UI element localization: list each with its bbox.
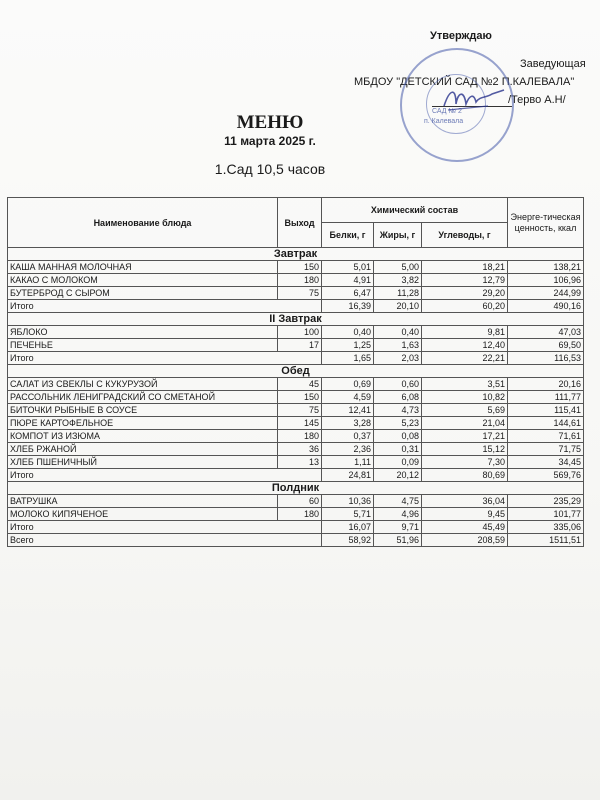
dish-protein: 0,40: [322, 326, 374, 339]
dish-carbs: 17,21: [422, 430, 508, 443]
dish-protein: 1,11: [322, 456, 374, 469]
dish-fat: 5,23: [374, 417, 422, 430]
approver-organization: МБДОУ "ДЕТСКИЙ САД №2 П.КАЛЕВАЛА": [354, 76, 575, 88]
dish-yield: 75: [278, 287, 322, 300]
dish-fat: 5,00: [374, 261, 422, 274]
dish-fat: 6,08: [374, 391, 422, 404]
table-row: [8, 404, 584, 417]
dish-yield: 100: [278, 326, 322, 339]
group-label: 1.Сад 10,5 часов: [214, 161, 326, 177]
section-header-row: [8, 365, 584, 378]
total-label: Итого: [8, 521, 322, 534]
header-chem: Химический состав: [322, 198, 508, 223]
dish-fat: 3,82: [374, 274, 422, 287]
dish-yield: 13: [278, 456, 322, 469]
total-label: Итого: [8, 469, 322, 482]
dish-yield: 150: [278, 391, 322, 404]
total-fat: 2,03: [374, 352, 422, 365]
dish-fat: 11,28: [374, 287, 422, 300]
dish-name: ЯБЛОКО: [8, 326, 278, 339]
total-carbs: 22,21: [422, 352, 508, 365]
dish-yield: 180: [278, 508, 322, 521]
dish-energy: 115,41: [508, 404, 584, 417]
dish-energy: 244,99: [508, 287, 584, 300]
dish-protein: 2,36: [322, 443, 374, 456]
section-total-row: [8, 300, 584, 313]
dish-protein: 3,28: [322, 417, 374, 430]
grand-total-carbs: 208,59: [422, 534, 508, 547]
dish-energy: 69,50: [508, 339, 584, 352]
dish-carbs: 21,04: [422, 417, 508, 430]
dish-energy: 20,16: [508, 378, 584, 391]
stamp-text: САД № 2: [432, 108, 462, 115]
handwritten-signature: [440, 84, 510, 114]
total-label: Итого: [8, 352, 322, 365]
dish-carbs: 36,04: [422, 495, 508, 508]
dish-energy: 144,61: [508, 417, 584, 430]
dish-carbs: 10,82: [422, 391, 508, 404]
dish-fat: 1,63: [374, 339, 422, 352]
grand-total-fat: 51,96: [374, 534, 422, 547]
table-row: [8, 430, 584, 443]
dish-fat: 0,31: [374, 443, 422, 456]
total-fat: 20,10: [374, 300, 422, 313]
total-protein: 16,07: [322, 521, 374, 534]
grand-total-protein: 58,92: [322, 534, 374, 547]
page-title: МЕНЮ: [236, 112, 304, 133]
header-carbs: Углеводы, г: [422, 223, 508, 248]
dish-fat: 0,09: [374, 456, 422, 469]
table-row: [8, 261, 584, 274]
approver-name: /Терво А.Н/: [508, 94, 566, 106]
total-energy: 569,76: [508, 469, 584, 482]
dish-energy: 101,77: [508, 508, 584, 521]
total-carbs: 60,20: [422, 300, 508, 313]
dish-energy: 47,03: [508, 326, 584, 339]
table-row: [8, 495, 584, 508]
total-carbs: 80,69: [422, 469, 508, 482]
dish-fat: 0,08: [374, 430, 422, 443]
header-fat: Жиры, г: [374, 223, 422, 248]
stamp-text: п. Калевала: [424, 118, 464, 125]
dish-name: КОМПОТ ИЗ ИЗЮМА: [8, 430, 278, 443]
table-row: [8, 391, 584, 404]
section-title: Обед: [8, 365, 584, 378]
dish-name: ПЮРЕ КАРТОФЕЛЬНОЕ: [8, 417, 278, 430]
total-protein: 16,39: [322, 300, 374, 313]
table-row: [8, 417, 584, 430]
grand-total-label: Всего: [8, 534, 322, 547]
section-title: Полдник: [8, 482, 584, 495]
approver-position: Заведующая: [520, 58, 586, 70]
dish-carbs: 9,81: [422, 326, 508, 339]
total-energy: 335,06: [508, 521, 584, 534]
total-protein: 1,65: [322, 352, 374, 365]
dish-carbs: 3,51: [422, 378, 508, 391]
dish-yield: 45: [278, 378, 322, 391]
dish-carbs: 5,69: [422, 404, 508, 417]
dish-name: ХЛЕБ РЖАНОЙ: [8, 443, 278, 456]
table-row: [8, 378, 584, 391]
header-dish-name: Наименование блюда: [8, 198, 278, 248]
dish-name: ХЛЕБ ПШЕНИЧНЫЙ: [8, 456, 278, 469]
dish-protein: 5,01: [322, 261, 374, 274]
dish-carbs: 12,40: [422, 339, 508, 352]
header-yield: Выход: [278, 198, 322, 248]
table-row: [8, 456, 584, 469]
menu-table: [7, 197, 584, 547]
dish-yield: 17: [278, 339, 322, 352]
dish-energy: 106,96: [508, 274, 584, 287]
dish-name: МОЛОКО КИПЯЧЕНОЕ: [8, 508, 278, 521]
section-title: II Завтрак: [8, 313, 584, 326]
section-total-row: [8, 352, 584, 365]
dish-carbs: 29,20: [422, 287, 508, 300]
section-header-row: [8, 482, 584, 495]
dish-carbs: 15,12: [422, 443, 508, 456]
dish-protein: 12,41: [322, 404, 374, 417]
header-energy: Энерге-тическая ценность, ккал: [508, 198, 584, 248]
grand-total-energy: 1511,51: [508, 534, 584, 547]
table-row: [8, 508, 584, 521]
dish-carbs: 18,21: [422, 261, 508, 274]
dish-name: РАССОЛЬНИК ЛЕНИГРАДСКИЙ СО СМЕТАНОЙ: [8, 391, 278, 404]
dish-name: ВАТРУШКА: [8, 495, 278, 508]
dish-energy: 71,61: [508, 430, 584, 443]
dish-energy: 111,77: [508, 391, 584, 404]
dish-energy: 71,75: [508, 443, 584, 456]
dish-name: КАКАО С МОЛОКОМ: [8, 274, 278, 287]
dish-fat: 4,73: [374, 404, 422, 417]
dish-protein: 1,25: [322, 339, 374, 352]
dish-yield: 150: [278, 261, 322, 274]
total-protein: 24,81: [322, 469, 374, 482]
approve-label: Утверждаю: [430, 30, 492, 42]
dish-fat: 4,75: [374, 495, 422, 508]
total-energy: 490,16: [508, 300, 584, 313]
dish-protein: 0,37: [322, 430, 374, 443]
dish-name: ПЕЧЕНЬЕ: [8, 339, 278, 352]
table-row: [8, 326, 584, 339]
dish-carbs: 7,30: [422, 456, 508, 469]
dish-energy: 235,29: [508, 495, 584, 508]
dish-protein: 4,91: [322, 274, 374, 287]
dish-fat: 0,40: [374, 326, 422, 339]
grand-total-row: [8, 534, 584, 547]
dish-protein: 4,59: [322, 391, 374, 404]
total-carbs: 45,49: [422, 521, 508, 534]
total-energy: 116,53: [508, 352, 584, 365]
dish-yield: 60: [278, 495, 322, 508]
menu-table-body: [8, 248, 584, 547]
header-protein: Белки, г: [322, 223, 374, 248]
table-row: [8, 274, 584, 287]
dish-yield: 180: [278, 274, 322, 287]
dish-carbs: 12,79: [422, 274, 508, 287]
table-row: [8, 339, 584, 352]
total-fat: 9,71: [374, 521, 422, 534]
dish-yield: 75: [278, 404, 322, 417]
dish-energy: 138,21: [508, 261, 584, 274]
dish-yield: 36: [278, 443, 322, 456]
section-title: Завтрак: [8, 248, 584, 261]
dish-yield: 145: [278, 417, 322, 430]
dish-name: САЛАТ ИЗ СВЕКЛЫ С КУКУРУЗОЙ: [8, 378, 278, 391]
section-total-row: [8, 469, 584, 482]
dish-protein: 6,47: [322, 287, 374, 300]
dish-fat: 0,60: [374, 378, 422, 391]
total-fat: 20,12: [374, 469, 422, 482]
dish-protein: 5,71: [322, 508, 374, 521]
section-total-row: [8, 521, 584, 534]
dish-protein: 0,69: [322, 378, 374, 391]
table-row: [8, 443, 584, 456]
section-header-row: [8, 248, 584, 261]
dish-yield: 180: [278, 430, 322, 443]
dish-name: КАША МАННАЯ МОЛОЧНАЯ: [8, 261, 278, 274]
section-header-row: [8, 313, 584, 326]
dish-protein: 10,36: [322, 495, 374, 508]
dish-energy: 34,45: [508, 456, 584, 469]
dish-name: БУТЕРБРОД С СЫРОМ: [8, 287, 278, 300]
dish-carbs: 9,45: [422, 508, 508, 521]
total-label: Итого: [8, 300, 322, 313]
menu-date: 11 марта 2025 г.: [224, 134, 316, 148]
dish-fat: 4,96: [374, 508, 422, 521]
table-row: [8, 287, 584, 300]
dish-name: БИТОЧКИ РЫБНЫЕ В СОУСЕ: [8, 404, 278, 417]
